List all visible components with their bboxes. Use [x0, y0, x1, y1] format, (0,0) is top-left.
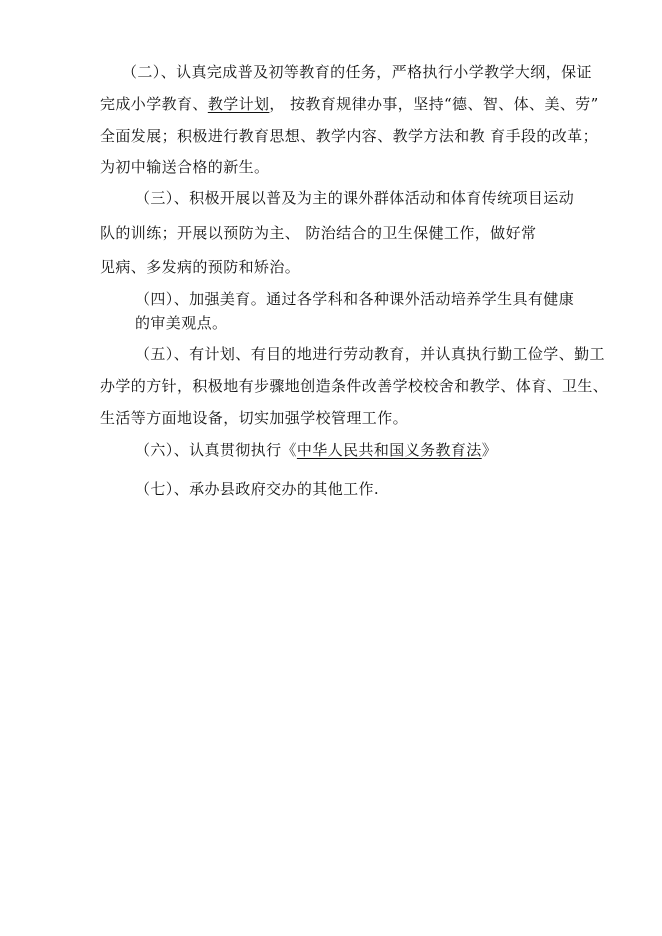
section-5-line-1: （五）、有计划、有目的地进行劳动教育，并认真执行勤工俭学、勤工	[135, 345, 605, 363]
section-5-line-2: 办学的方针，积极地有步骤地创造条件改善学校校舍和教学、体育、卫生、	[100, 377, 609, 395]
section-7-line-1: （七）、承办县政府交办的其他工作.	[135, 480, 380, 498]
section-6-line-1	[135, 440, 497, 460]
section-3-line-1: （三）、积极开展以普及为主的课外群体活动和体育传统项目运动	[135, 189, 575, 207]
section-5-line-3: 生活等方面地设备，切实加强学校管理工作。	[100, 409, 409, 427]
section-6-text-a: （六）、认真贯彻执行《	[135, 441, 297, 459]
section-2-line-4: 为初中输送合格的新生。	[100, 158, 270, 176]
section-4-line-1: （四）、加强美育。通过各学科和各种课外活动培养学生具有健康	[135, 290, 575, 308]
section-2-line-1: （二）、认真完成普及初等教育的任务，严格执行小学教学大纲，保证	[122, 63, 592, 81]
section-4-line-2: 的审美观点。	[135, 314, 228, 332]
compulsory-education-law-link[interactable]: 中华人民共和国义务教育法	[296, 441, 482, 459]
section-3-line-3: 见病、多发病的预防和矫治。	[100, 258, 301, 276]
section-3-line-2: 队的训练；开展以预防为主、 防治结合的卫生保健工作，做好常	[100, 224, 537, 242]
section-2-line-3: 全面发展；积极进行教育思想、教学内容、教学方法和教 育手段的改革；	[100, 127, 598, 145]
section-6-text-b: 》	[481, 441, 498, 459]
section-2-line-2-text-b: ， 按教育规律办事，坚持“德、智、体、美、劳”	[269, 95, 599, 113]
teaching-plan-link[interactable]: 教学计划	[207, 95, 270, 113]
section-2-line-2-text-a: 完成小学教育、	[100, 95, 208, 113]
section-2-line-2	[100, 94, 599, 114]
